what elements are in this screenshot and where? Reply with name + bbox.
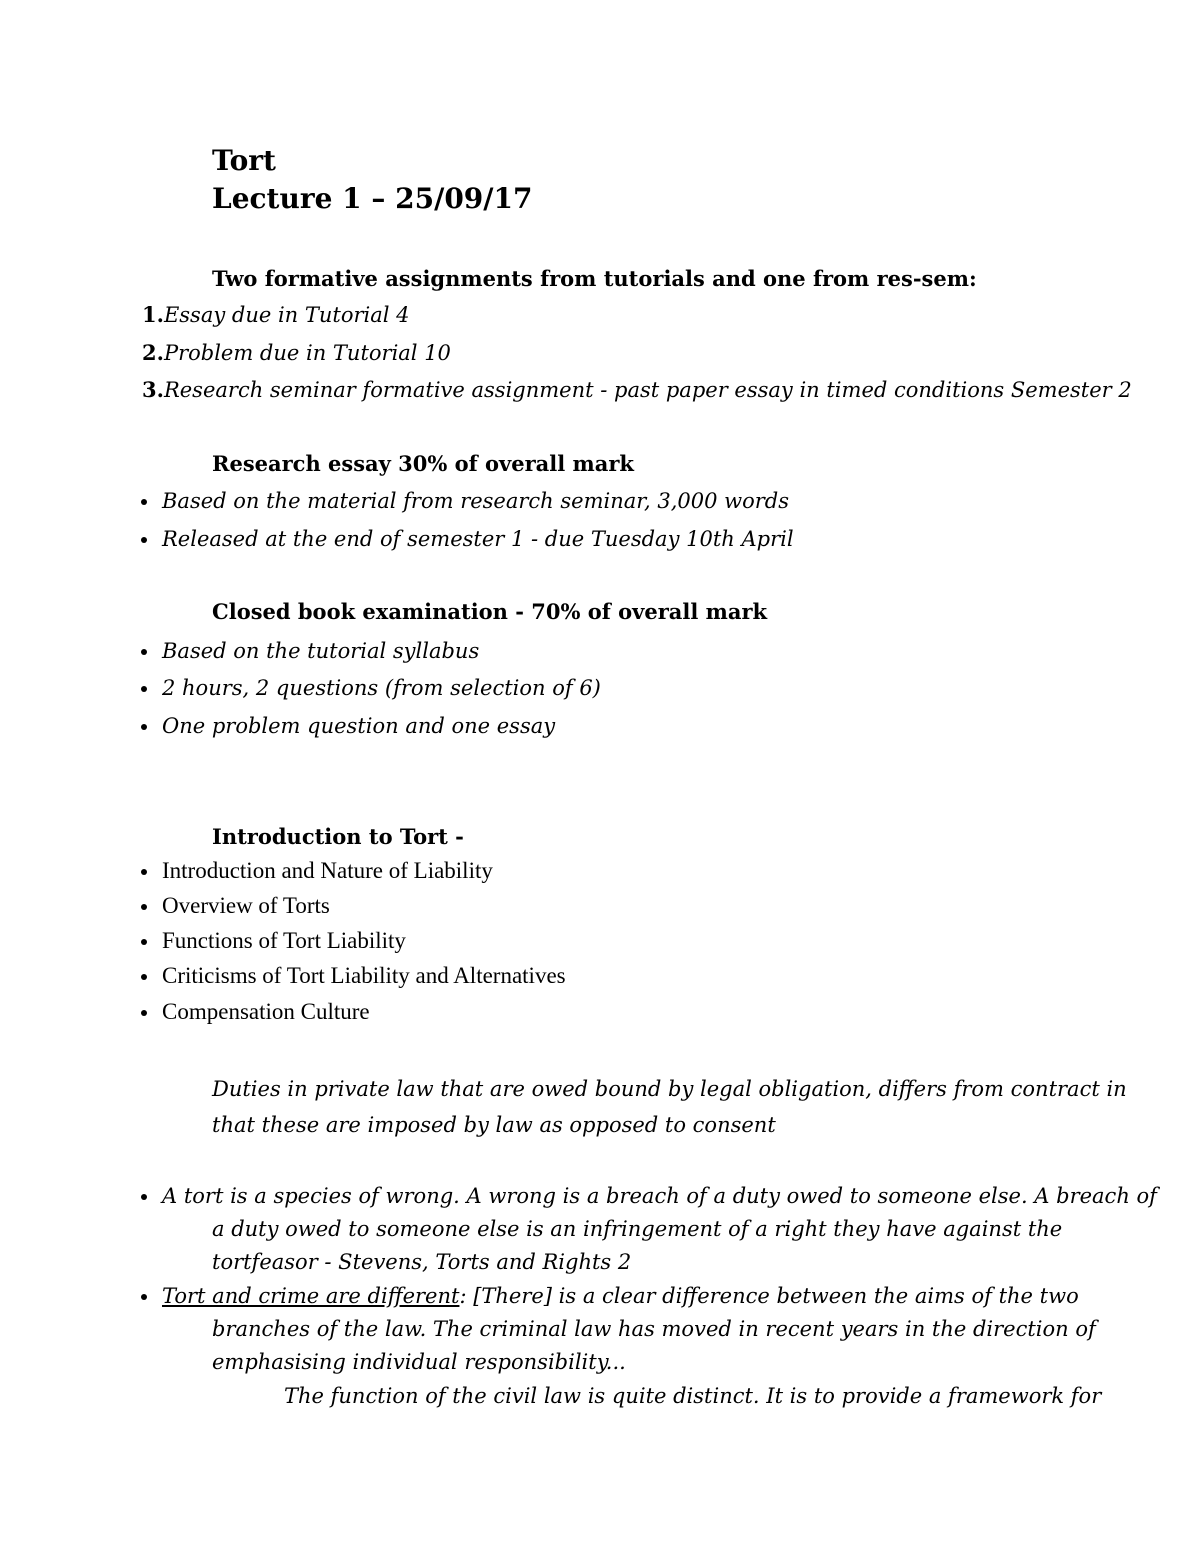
item-number: 2. xyxy=(142,340,164,365)
bullet-text: Introduction and Nature of Liability xyxy=(162,858,493,883)
bullet-icon xyxy=(141,1294,147,1300)
bullet-icon xyxy=(141,904,147,910)
bullet-icon xyxy=(141,1010,147,1016)
formative-item-3 xyxy=(142,376,1132,404)
duties-paragraph-line-1: Duties in private law that are owed bound by legal obligation, differs from contract in xyxy=(212,1077,1127,1101)
item-number: 1. xyxy=(142,302,164,327)
bullet-text: Criticisms of Tort Liability and Alternatives xyxy=(162,963,566,988)
bullet-text: One problem question and one essay xyxy=(162,714,556,738)
stevens-quote-line-3: tortfeasor - Stevens, Torts and Rights 2 xyxy=(212,1250,632,1274)
item-text: Essay due in Tutorial 4 xyxy=(163,303,410,327)
bullet-icon xyxy=(141,649,147,655)
bullet-icon xyxy=(141,537,147,543)
underlined-phrase: Tort and crime are different xyxy=(162,1284,460,1308)
crime-quote-line-4: The function of the civil law is quite distinct. It is to provide a framework for xyxy=(284,1384,1102,1408)
lecture-subtitle: Lecture 1 – 25/09/17 xyxy=(212,182,533,215)
crime-quote-line-2: branches of the law. The criminal law has moved in recent years in the direction of xyxy=(212,1317,1096,1341)
item-number: 3. xyxy=(142,377,164,402)
item-text: Problem due in Tutorial 10 xyxy=(163,341,451,365)
formative-heading: Two formative assignments from tutorials and one from res-sem: xyxy=(212,266,977,291)
exam-heading: Closed book examination - 70% of overall mark xyxy=(212,599,768,624)
bullet-icon xyxy=(141,1194,147,1200)
bullet-text: Released at the end of semester 1 - due Tuesday 10th April xyxy=(162,527,794,551)
duties-paragraph-line-2: that these are imposed by law as opposed to consent xyxy=(212,1113,776,1137)
bullet-text: Based on the material from research seminar, 3,000 words xyxy=(162,489,790,513)
formative-item-2 xyxy=(142,339,451,367)
quote-text: : [There] is a clear difference between the aims of the two xyxy=(459,1284,1079,1308)
bullet-text: Compensation Culture xyxy=(162,999,370,1024)
bullet-icon xyxy=(141,724,147,730)
bullet-icon xyxy=(141,869,147,875)
bullet-text: Overview of Torts xyxy=(162,893,330,918)
bullet-text: Based on the tutorial syllabus xyxy=(162,639,480,663)
formative-item-1 xyxy=(142,301,410,329)
bullet-text: Functions of Tort Liability xyxy=(162,928,406,953)
stevens-quote-line-2: a duty owed to someone else is an infringement of a right they have against the xyxy=(212,1217,1063,1241)
bullet-icon xyxy=(141,939,147,945)
bullet-icon xyxy=(141,686,147,692)
research-essay-heading: Research essay 30% of overall mark xyxy=(212,451,634,476)
bullet-text xyxy=(162,1282,1079,1310)
intro-heading: Introduction to Tort - xyxy=(212,824,464,849)
bullet-text: A tort is a species of wrong. A wrong is a breach of a duty owed to someone else. A breach of xyxy=(162,1184,1157,1208)
document-title: Tort xyxy=(212,144,276,177)
bullet-icon xyxy=(141,499,147,505)
item-text: Research seminar formative assignment - past paper essay in timed conditions Semester 2 xyxy=(163,378,1132,402)
bullet-icon xyxy=(141,974,147,980)
bullet-text: 2 hours, 2 questions (from selection of 6) xyxy=(162,676,601,700)
crime-quote-line-3: emphasising individual responsibility... xyxy=(212,1350,626,1374)
